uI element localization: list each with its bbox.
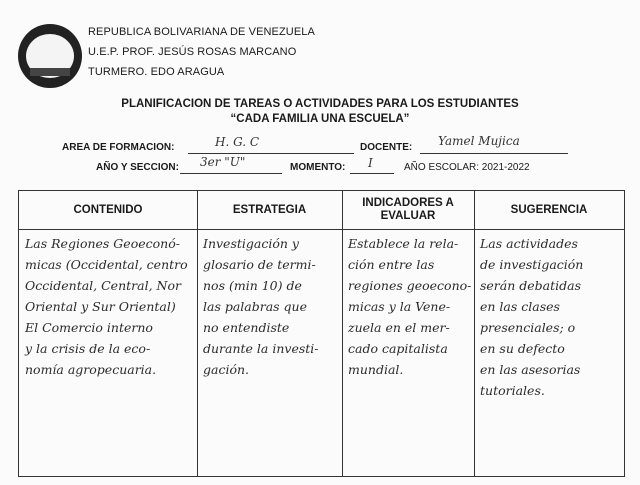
column-divider	[474, 191, 475, 476]
column-divider	[197, 191, 198, 476]
school-logo	[18, 24, 82, 88]
docente-label: DOCENTE:	[360, 142, 413, 153]
cell-indicadores: Establece la rela- ción entre las regiones geoecono- micas y la Vene- zuela en el mer- cado capitalista mundial.	[348, 236, 472, 377]
activities-table	[18, 190, 625, 477]
ano-escolar: AÑO ESCOLAR: 2021-2022	[404, 162, 530, 173]
header-sugerencia: SUGERENCIA	[510, 203, 588, 216]
column-divider	[342, 191, 343, 476]
momento-label: MOMENTO:	[290, 162, 346, 173]
momento-value: I	[368, 156, 373, 170]
header-divider	[19, 229, 624, 230]
cell-estrategia: Investigación y glosario de termi- nos (min 10) de las palabras que no entendiste durante la investi- gación.	[203, 236, 319, 377]
ano-value: 3er "U"	[200, 155, 246, 169]
header-school: U.E.P. PROF. JESÚS ROSAS MARCANO	[88, 46, 297, 58]
header-contenido: CONTENIDO	[73, 203, 143, 216]
page-title: PLANIFICACION DE TAREAS O ACTIVIDADES PARA LOS ESTUDIANTES	[121, 98, 519, 110]
page-subtitle: “CADA FAMILIA UNA ESCUELA”	[230, 113, 410, 125]
cell-sugerencia: Las actividades de investigación serán debatidas en las clases presenciales; o en su defecto en las asesorias tutoriales.	[480, 236, 584, 398]
header-republic: REPUBLICA BOLIVARIANA DE VENEZUELA	[88, 26, 315, 38]
header-location: TURMERO. EDO ARAGUA	[88, 66, 225, 78]
cell-contenido: Las Regiones Geoeconó- micas (Occidental, centro Occidental, Central, Nor Oriental y Sur Oriental) El Comercio interno y la crisis de la eco- nomía agropecuaria.	[25, 236, 188, 377]
ano-label: AÑO Y SECCION:	[96, 162, 179, 173]
header-estrategia: ESTRATEGIA	[232, 203, 307, 216]
docente-value: Yamel Mujica	[438, 134, 520, 148]
area-value: H. G. C	[215, 135, 260, 149]
area-label: AREA DE FORMACION:	[62, 142, 175, 153]
area-line	[188, 139, 354, 154]
header-indicadores: INDICADORES A EVALUAR	[362, 197, 454, 222]
